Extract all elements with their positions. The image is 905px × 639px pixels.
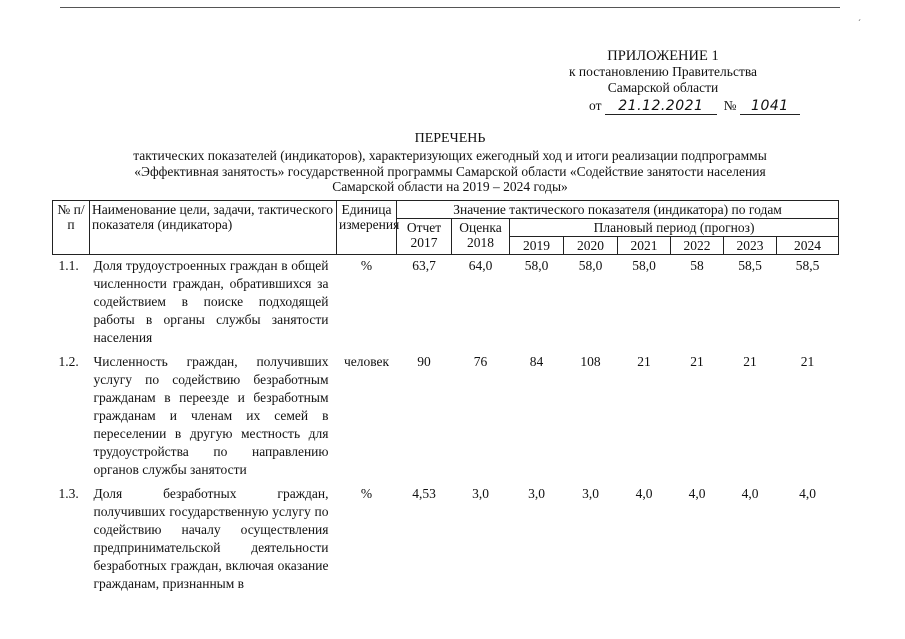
- header-unit: Единица измерения: [337, 201, 397, 255]
- handwritten-date: 21.12.2021: [605, 98, 717, 115]
- header-report: Отчет 2017: [397, 219, 452, 255]
- row-value: 21: [690, 354, 704, 369]
- description-line-2: «Эффективная занятость» государственной программы Самарской области «Содействие занятости населения: [134, 163, 766, 179]
- row-value: 58,5: [795, 258, 820, 273]
- header-values: Значение тактического показателя (индикатора) по годам: [397, 201, 839, 219]
- row-value: 4,0: [741, 486, 759, 501]
- scan-top-border: [60, 7, 840, 8]
- handwritten-number: 1041: [740, 98, 800, 115]
- description-line-3: Самарской области на 2019 – 2024 годы»: [332, 179, 568, 194]
- row-value: 3,0: [582, 486, 599, 501]
- row-name: Численность граждан, получивших услугу по содействию безработным гражданам в переезде и безработным гражданам и членам их семей в переселении в другую местность для трудоустройства по направлению органов службы занятости: [93, 354, 329, 477]
- table-row: [53, 347, 839, 479]
- row-value: 4,0: [688, 486, 706, 501]
- header-year: 2023: [724, 237, 777, 255]
- table-row: [53, 479, 839, 593]
- row-value: 84: [529, 354, 544, 369]
- appendix-line-1: к постановлению Правительства: [568, 64, 758, 79]
- row-name: Доля безработных граждан, получивших государственную услугу по содействию началу осуществления предпринимательской деятельности безработных граждан, включая оказание гражданам, признанным в: [93, 486, 329, 591]
- row-name: Доля трудоустроенных граждан в общей численности граждан, обратившихся за содействием в поиске подходящей работы в органы службы занятости населения: [93, 258, 329, 345]
- row-num: 1.3.: [58, 486, 79, 501]
- row-unit: человек: [343, 354, 390, 369]
- header-estimate: Оценка 2018: [452, 219, 510, 255]
- row-value: 4,0: [799, 486, 816, 501]
- from-label: от: [589, 98, 602, 113]
- resolution-signature-line: [589, 98, 800, 115]
- appendix-line-2: Самарской области: [607, 80, 719, 95]
- row-value: 4,53: [412, 486, 436, 501]
- row-value: 3,0: [472, 486, 489, 501]
- document-description: [60, 148, 840, 195]
- scan-mark: ˊ: [858, 18, 861, 28]
- row-value: 58,0: [632, 258, 656, 273]
- row-value: 21: [743, 354, 757, 369]
- row-value: 90: [417, 354, 431, 369]
- table-row: [53, 255, 839, 348]
- indicators-table: [52, 200, 839, 593]
- description-line-1: тактических показателей (индикаторов), характеризующих ежегодный ход и итоги реализации подпрограммы: [133, 148, 767, 163]
- row-unit: %: [360, 258, 373, 273]
- row-value: 21: [637, 354, 651, 369]
- appendix-header: [533, 48, 793, 96]
- row-num: 1.1.: [58, 258, 79, 273]
- row-value: 21: [800, 354, 815, 369]
- row-value: 58,0: [524, 258, 549, 273]
- row-num: 1.2.: [58, 354, 79, 369]
- header-year: 2021: [618, 237, 671, 255]
- header-num: № п/п: [53, 201, 90, 255]
- row-value: 58,5: [738, 258, 762, 273]
- row-value: 64,0: [468, 258, 493, 273]
- row-value: 58: [690, 258, 704, 273]
- header-year: 2024: [777, 237, 839, 255]
- appendix-title: ПРИЛОЖЕНИЕ 1: [607, 48, 719, 64]
- header-year: 2019: [510, 237, 564, 255]
- row-value: 63,7: [412, 258, 436, 273]
- header-name: Наименование цели, задачи, тактического показателя (индикатора): [90, 201, 337, 255]
- row-value: 4,0: [635, 486, 653, 501]
- row-value: 76: [473, 354, 488, 369]
- row-value: 58,0: [578, 258, 603, 273]
- number-label: №: [723, 98, 737, 113]
- header-year: 2022: [671, 237, 724, 255]
- row-value: 3,0: [528, 486, 545, 501]
- header-year: 2020: [564, 237, 618, 255]
- document-title: ПЕРЕЧЕНЬ: [414, 131, 486, 146]
- row-unit: %: [360, 486, 373, 501]
- row-value: 108: [580, 354, 601, 369]
- header-plan: Плановый период (прогноз): [510, 219, 839, 237]
